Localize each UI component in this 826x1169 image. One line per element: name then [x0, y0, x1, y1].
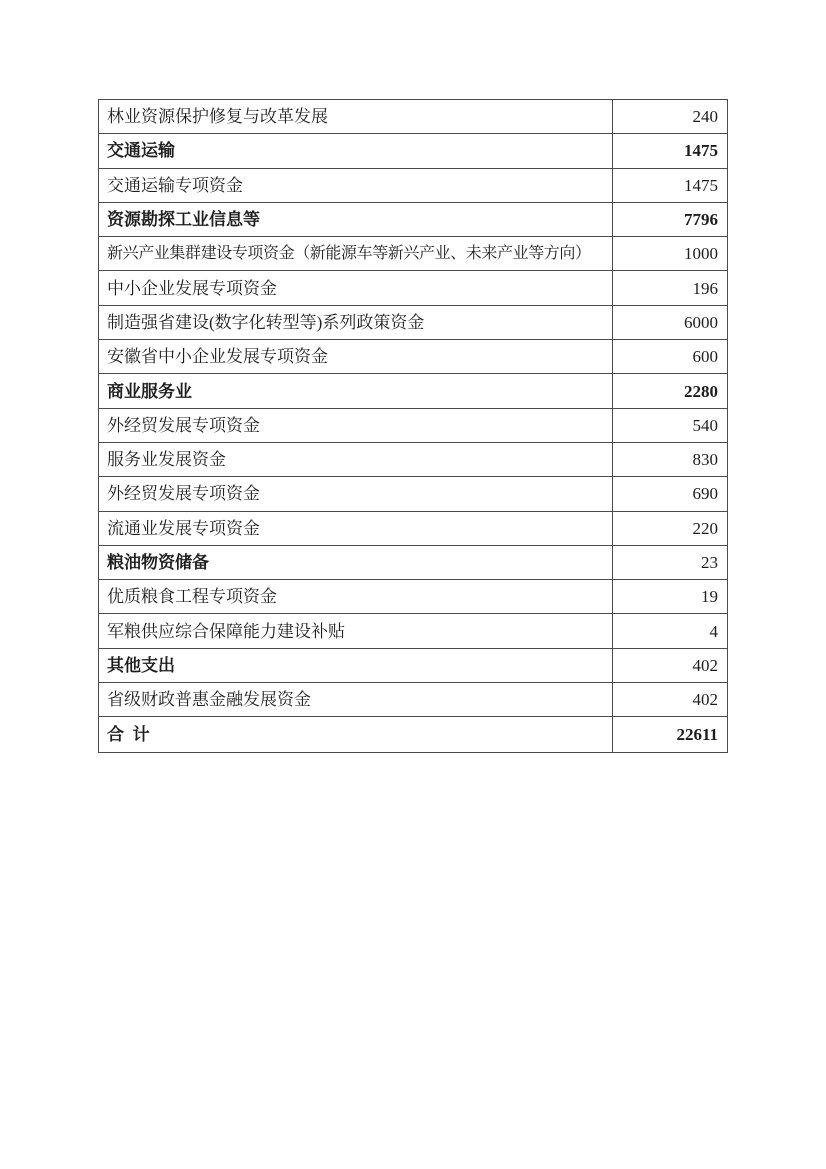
amount-value: 23 [701, 553, 718, 572]
table-row [99, 203, 727, 237]
item-label: 资源勘探工业信息等 [99, 203, 613, 236]
amount-value: 1475 [684, 141, 718, 161]
table-row [99, 717, 727, 751]
item-label: 军粮供应综合保障能力建设补贴 [99, 614, 613, 647]
item-label: 流通业发展专项资金 [99, 512, 613, 545]
amount-value: 2280 [684, 381, 718, 401]
table-row [99, 614, 727, 648]
amount-value: 600 [692, 347, 718, 367]
table-row [99, 100, 727, 134]
item-label: 合 计 [99, 717, 613, 751]
table-row [99, 134, 727, 168]
table-row [99, 649, 727, 683]
item-label: 商业服务业 [99, 374, 613, 407]
item-label: 优质粮食工程专项资金 [99, 580, 613, 613]
amount-value: 1000 [684, 244, 718, 264]
table-row [99, 271, 727, 305]
amount-value: 830 [692, 450, 718, 470]
item-label: 中小企业发展专项资金 [99, 271, 613, 304]
amount-value: 240 [692, 107, 718, 127]
item-label: 安徽省中小企业发展专项资金 [99, 340, 613, 373]
table-row [99, 340, 727, 374]
item-label: 省级财政普惠金融发展资金 [99, 683, 613, 716]
table-row [99, 169, 727, 203]
item-label: 外经贸发展专项资金 [99, 477, 613, 510]
item-label: 交通运输 [99, 134, 613, 167]
amount-value: 540 [692, 415, 718, 435]
amount-value: 22611 [676, 724, 718, 744]
amount-value: 690 [692, 484, 718, 504]
table-row [99, 546, 727, 580]
item-label: 制造强省建设(数字化转型等)系列政策资金 [99, 306, 613, 339]
item-label: 新兴产业集群建设专项资金（新能源车等新兴产业、未来产业等方向） [99, 237, 613, 270]
amount-value: 7796 [684, 210, 718, 230]
amount-value: 1475 [684, 175, 718, 195]
item-label: 服务业发展资金 [99, 443, 613, 476]
amount-value: 19 [701, 587, 718, 607]
table-row [99, 683, 727, 717]
amount-value: 220 [692, 518, 718, 538]
amount-value: 4 [709, 621, 718, 641]
table-row [99, 237, 727, 271]
budget-table [98, 99, 728, 753]
amount-value: 196 [692, 278, 718, 298]
table-row [99, 580, 727, 614]
table-row [99, 512, 727, 546]
table-row [99, 374, 727, 408]
amount-value: 402 [692, 690, 718, 710]
table-row [99, 443, 727, 477]
item-label: 外经贸发展专项资金 [99, 409, 613, 442]
item-label: 林业资源保护修复与改革发展 [99, 100, 613, 133]
amount-value: 6000 [684, 312, 718, 332]
amount-value: 402 [692, 655, 718, 675]
item-label: 粮油物资储备 [99, 546, 613, 579]
item-label: 交通运输专项资金 [99, 169, 613, 202]
item-label: 其他支出 [99, 649, 613, 682]
table-row [99, 409, 727, 443]
table-row [99, 306, 727, 340]
table-row [99, 477, 727, 511]
